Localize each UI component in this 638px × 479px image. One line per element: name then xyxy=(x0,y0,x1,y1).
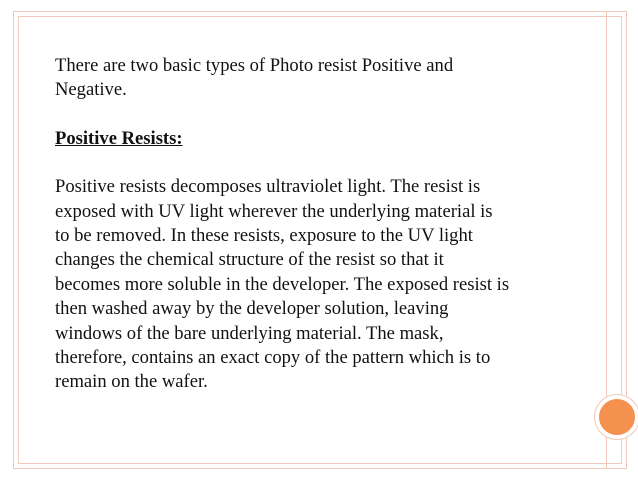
intro-line: Negative. xyxy=(55,79,127,101)
body-line: windows of the bare underlying material. The mask, xyxy=(55,322,444,344)
slide-body xyxy=(55,54,595,395)
body-line: then washed away by the developer solution, leaving xyxy=(55,298,449,320)
body-line: to be removed. In these resists, exposure to the UV light xyxy=(55,225,473,247)
body-line: remain on the wafer. xyxy=(55,371,208,393)
intro-paragraph xyxy=(55,54,595,103)
body-line: becomes more soluble in the developer. The exposed resist is xyxy=(55,273,510,295)
body-line: Positive resists decomposes ultraviolet light. The resist is xyxy=(55,176,481,198)
body-line: therefore, contains an exact copy of the pattern which is to xyxy=(55,347,491,369)
decorative-circle xyxy=(595,395,638,439)
body-line: changes the chemical structure of the resist so that it xyxy=(55,249,444,271)
body-paragraph xyxy=(55,175,595,395)
intro-line: There are two basic types of Photo resist Positive and xyxy=(55,55,454,76)
body-line: exposed with UV light wherever the underlying material is xyxy=(55,200,493,222)
section-heading: Positive Resists: xyxy=(55,127,183,149)
